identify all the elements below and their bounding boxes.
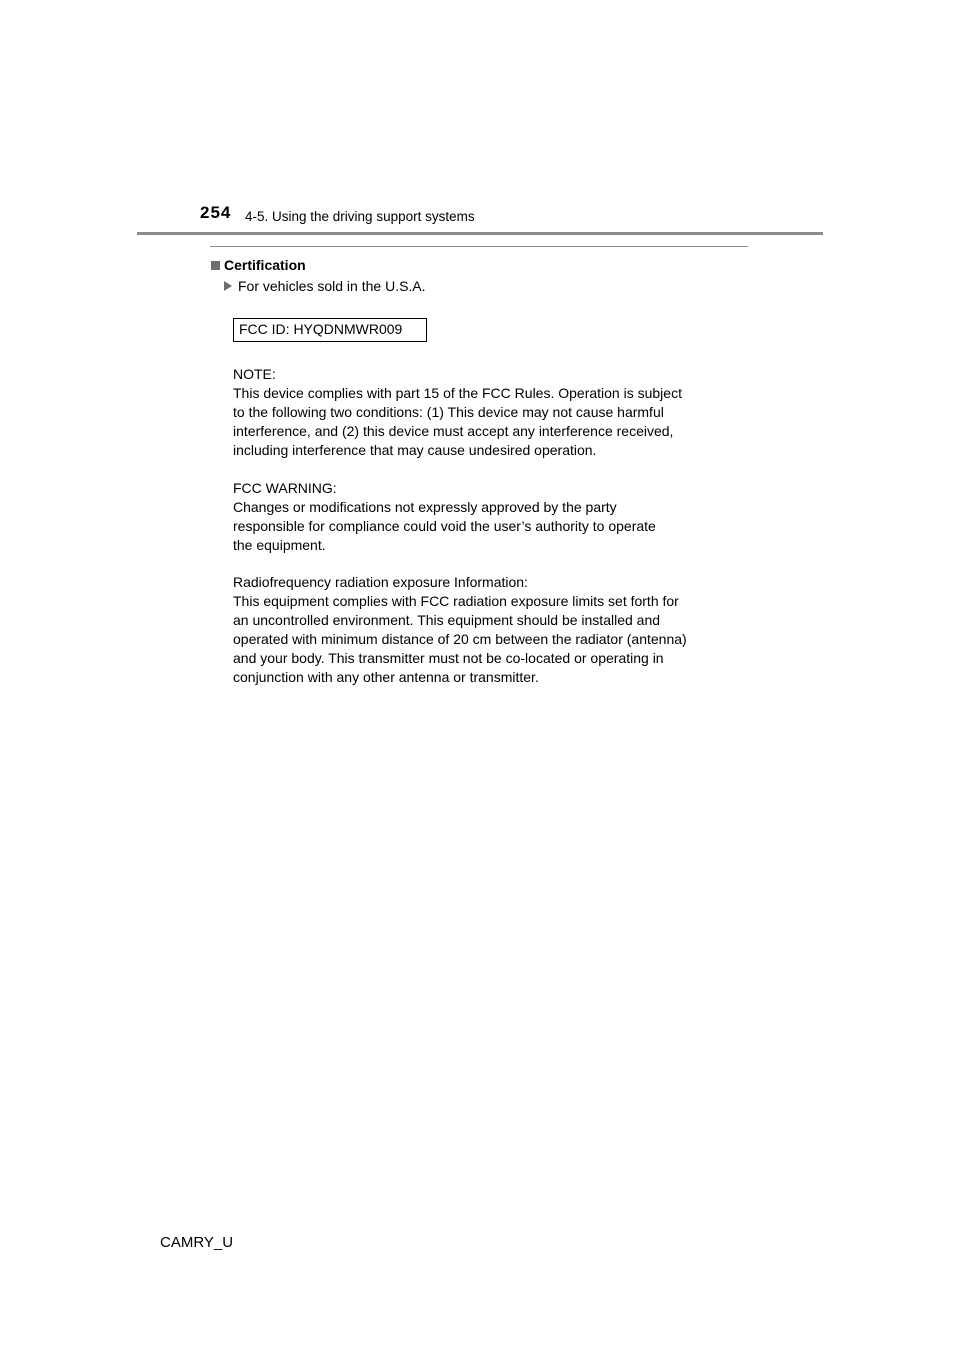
fcc-warning-line: Changes or modifications not expressly approved by the party bbox=[233, 499, 617, 515]
vehicle-region-text: For vehicles sold in the U.S.A. bbox=[238, 278, 426, 294]
note-line: This device complies with part 15 of the FCC Rules. Operation is subject bbox=[233, 385, 682, 401]
radiation-info-line: operated with minimum distance of 20 cm between the radiator (antenna) bbox=[233, 631, 687, 647]
fcc-warning-block bbox=[233, 479, 753, 555]
radiation-info-line: This equipment complies with FCC radiation exposure limits set forth for bbox=[233, 593, 679, 609]
note-line: to the following two conditions: (1) This device may not cause harmful bbox=[233, 404, 664, 420]
radiation-info-line: an uncontrolled environment. This equipment should be installed and bbox=[233, 612, 661, 628]
fcc-warning-line: the equipment. bbox=[233, 537, 326, 553]
page-number: 254 bbox=[200, 203, 232, 222]
sub-rule bbox=[210, 246, 748, 247]
certification-heading-text: Certification bbox=[224, 257, 306, 273]
header-rule bbox=[137, 232, 823, 235]
note-block bbox=[233, 365, 753, 460]
triangle-bullet-icon bbox=[224, 281, 232, 291]
note-line: interference, and (2) this device must accept any interference received, bbox=[233, 423, 674, 439]
footer-model-code: CAMRY_U bbox=[160, 1234, 234, 1251]
radiation-info-line: conjunction with any other antenna or transmitter. bbox=[233, 669, 539, 685]
note-title: NOTE: bbox=[233, 366, 276, 382]
square-bullet-icon bbox=[211, 261, 220, 270]
fcc-warning-title: FCC WARNING: bbox=[233, 480, 337, 496]
section-title: 4-5. Using the driving support systems bbox=[245, 209, 475, 224]
radiation-info-block bbox=[233, 573, 753, 687]
certification-heading bbox=[211, 257, 306, 273]
note-line: including interference that may cause undesired operation. bbox=[233, 442, 597, 458]
vehicle-region-line bbox=[224, 278, 426, 294]
fcc-id-box: FCC ID: HYQDNMWR009 bbox=[233, 318, 427, 342]
radiation-info-title: Radiofrequency radiation exposure Information: bbox=[233, 574, 528, 590]
radiation-info-line: and your body. This transmitter must not be co-located or operating in bbox=[233, 650, 664, 666]
fcc-warning-line: responsible for compliance could void the user’s authority to operate bbox=[233, 518, 656, 534]
